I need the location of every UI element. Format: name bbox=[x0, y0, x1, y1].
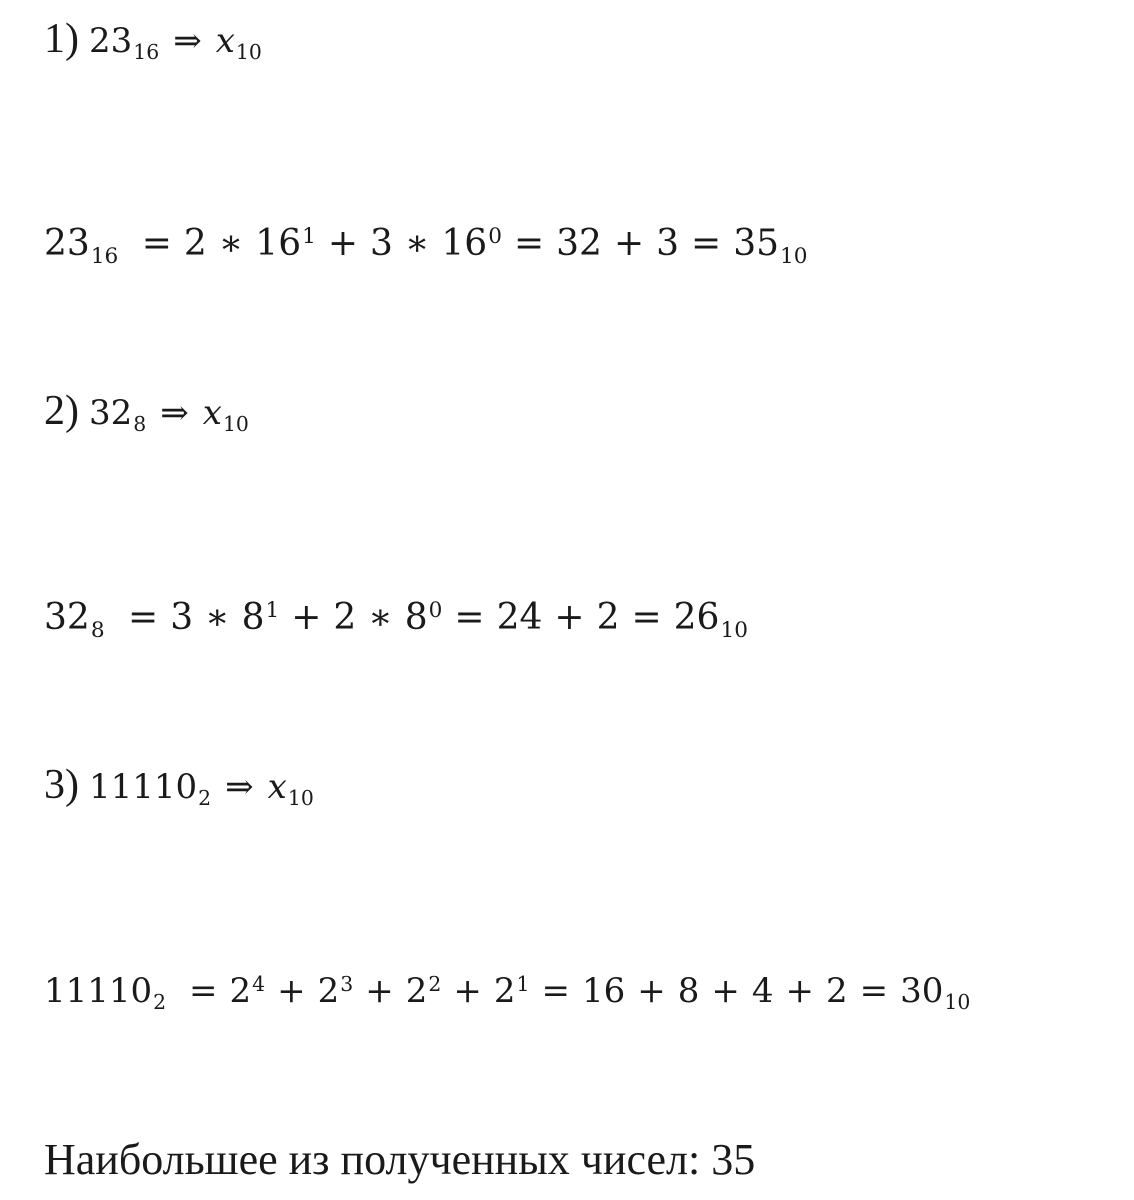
task-number: 2) bbox=[44, 388, 79, 434]
task-expression: $11110_2$ ⇒ $x_{10}$ bbox=[89, 767, 314, 811]
task-1-header bbox=[44, 16, 262, 65]
result-value: 26 bbox=[673, 597, 720, 638]
result-value: 35 bbox=[733, 223, 780, 264]
task-expression: $32_8$ ⇒ $x_{10}$ bbox=[89, 393, 249, 437]
task-3-solution: $11110_2 = 2^4 + 2^3 + 2^2 + 2^1 = 16 + 8 + 4 + 2 = 30_{10}$ bbox=[44, 971, 971, 1015]
task-3-header bbox=[44, 762, 314, 811]
implies-arrow: ⇒ bbox=[225, 767, 254, 807]
task-expression: $23_{16}$ ⇒ $x_{10}$ bbox=[89, 21, 262, 65]
result-value: 30 bbox=[900, 971, 944, 1011]
task-2-header bbox=[44, 388, 249, 437]
implies-arrow: ⇒ bbox=[160, 393, 189, 433]
final-answer: Наибольшее из полученных чисел: 35 bbox=[44, 1135, 756, 1184]
task-1-solution: $23_{16} = 2$ ∗ $16^1 + 3$ ∗ $16^0 = 32 + 3 = 35_{10}$ bbox=[44, 223, 808, 269]
task-number: 3) bbox=[44, 762, 79, 808]
implies-arrow: ⇒ bbox=[173, 21, 202, 61]
task-2-solution: $32_8 = 3$ ∗ $8^1 + 2$ ∗ $8^0 = 24 + 2 = 26_{10}$ bbox=[44, 597, 748, 643]
task-number: 1) bbox=[44, 16, 79, 62]
